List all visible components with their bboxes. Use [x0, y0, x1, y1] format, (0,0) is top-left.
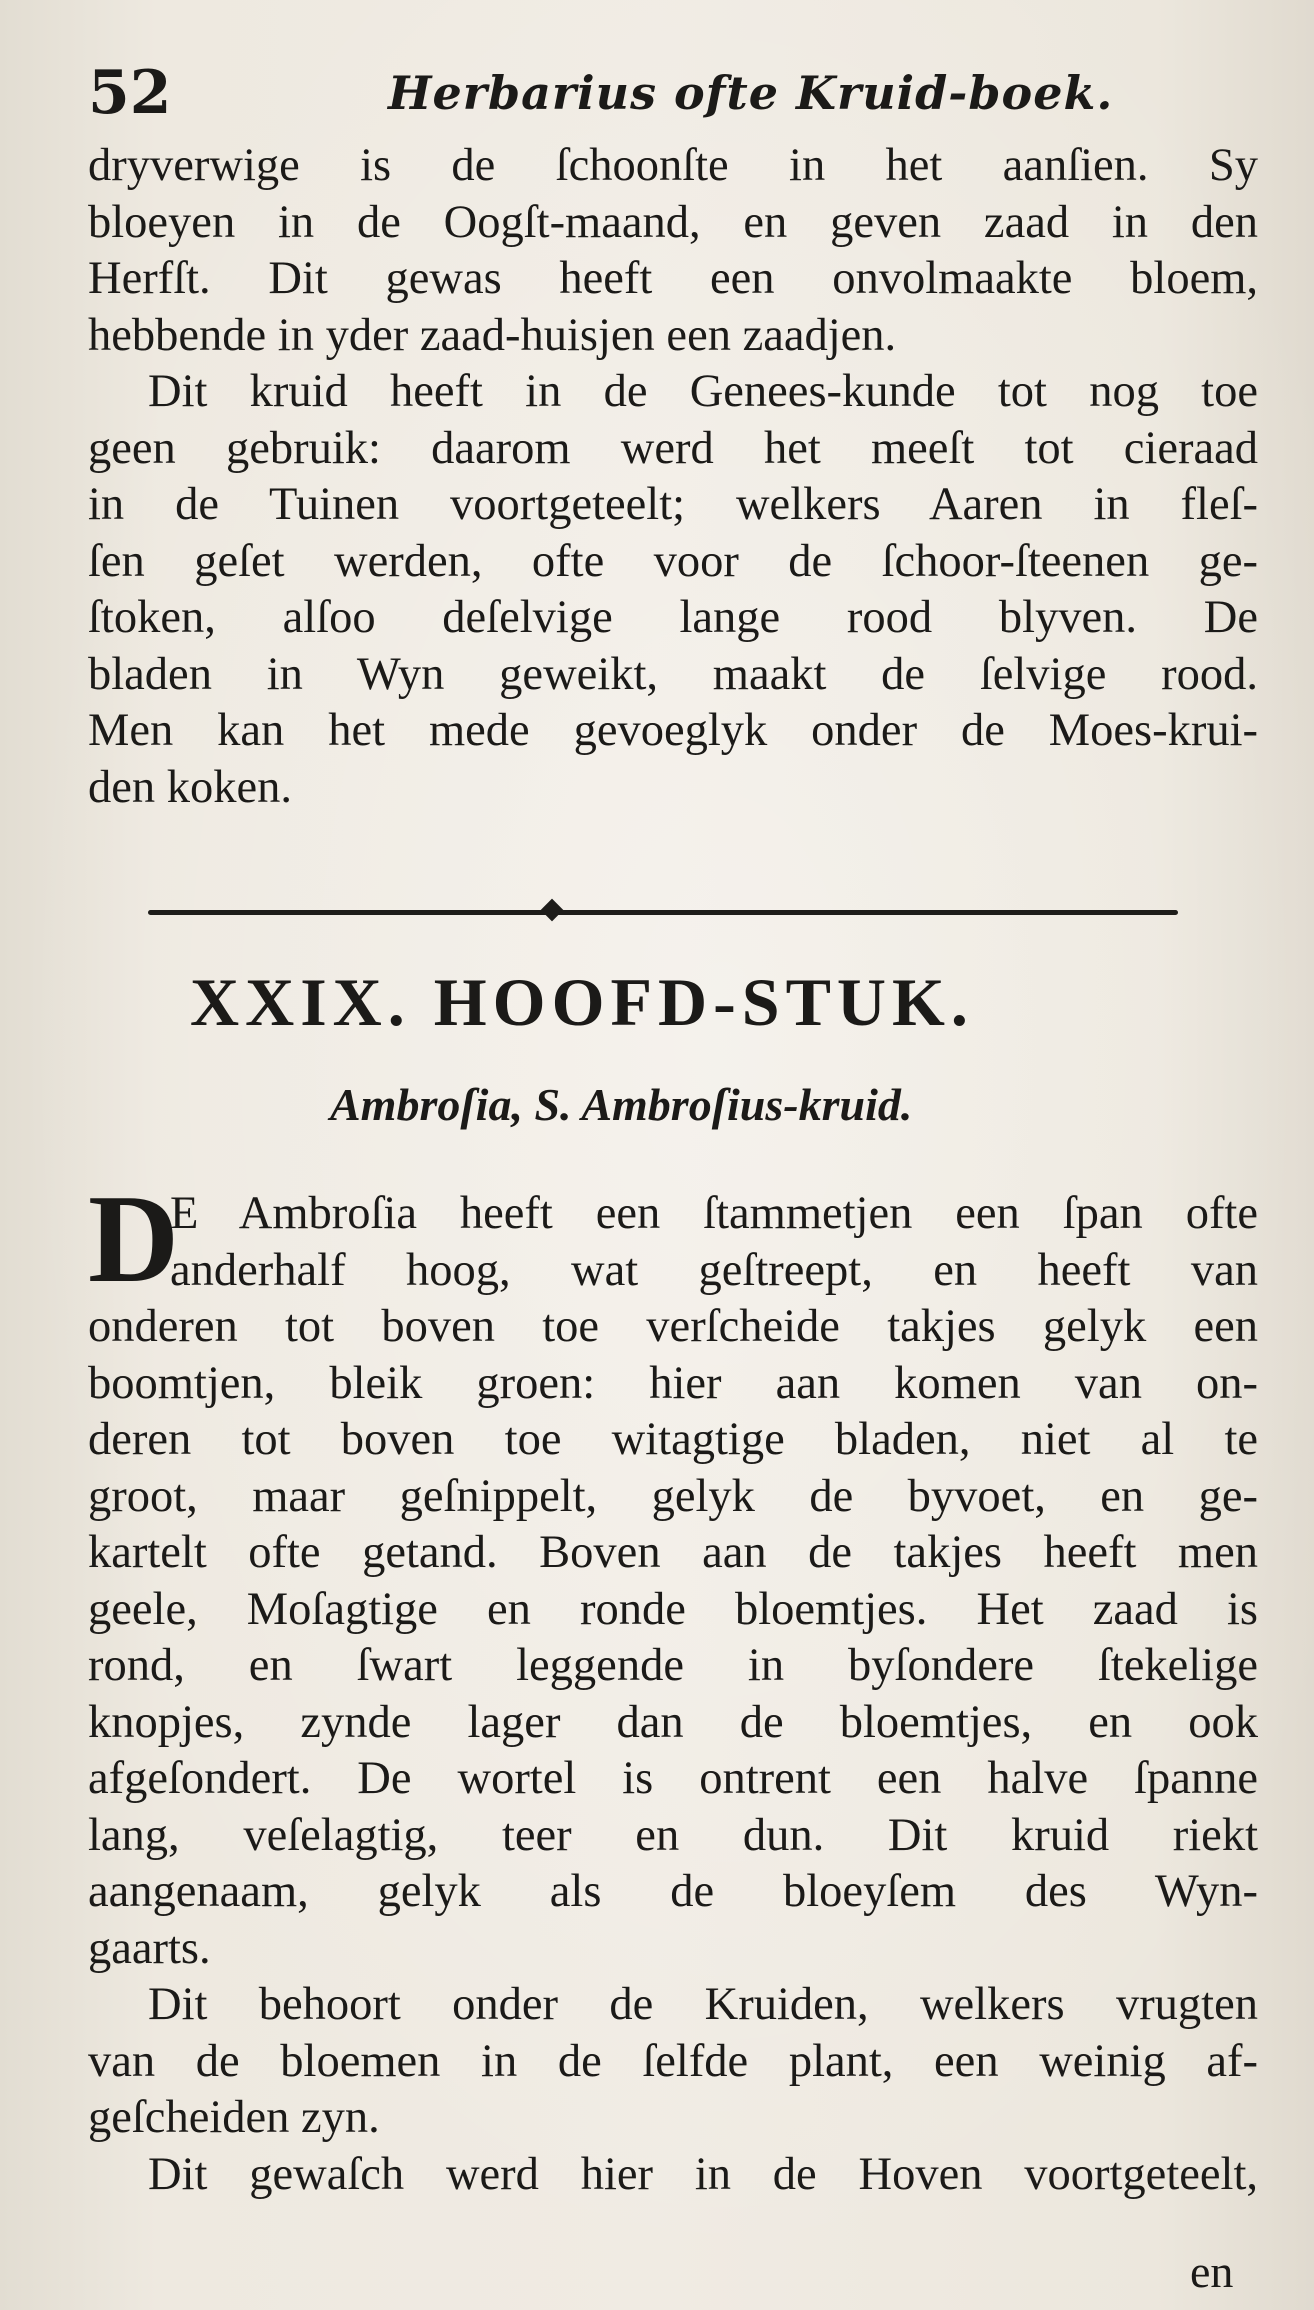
text-line: ſen geſet werden, ofte voor de ſchoor-ſteenen ge-: [88, 535, 1258, 587]
page-number: 52: [88, 58, 172, 128]
text-line: kartelt ofte getand. Boven aan de takjes heeft men: [88, 1527, 1258, 1578]
text-line: Dit kruid heeft in de Genees-kunde tot nog toe: [148, 366, 1258, 417]
text-line: knopjes, zynde lager dan de bloemtjes, en ook: [88, 1696, 1258, 1748]
text-line: anderhalf hoog, wat geſtreept, en heeft van: [170, 1244, 1258, 1296]
text-line: Men kan het mede gevoeglyk onder de Moes-krui-: [88, 705, 1258, 756]
chapter-heading: XXIX. HOOFD-STUK.: [190, 964, 974, 1040]
text-line: geſcheiden zyn.: [88, 2092, 380, 2143]
text-line: afgeſondert. De wortel is ontrent een halve ſpanne: [88, 1753, 1258, 1804]
text-line: geele, Moſagtige en ronde bloemtjes. Het zaad is: [88, 1583, 1258, 1635]
running-title: Herbarius ofte Kruid-boek.: [388, 66, 1114, 120]
text-line: gaarts.: [88, 1922, 211, 1974]
paragraph-block-1: [88, 138, 1258, 816]
running-head: [88, 58, 1248, 128]
catch-word: en: [1190, 2246, 1234, 2297]
text-line: ſtoken, alſoo deſelvige lange rood blyven. De: [88, 592, 1258, 643]
rule-ornament: [541, 899, 564, 922]
text-line: dryverwige is de ſchoonſte in het aanſien. Sy: [88, 140, 1258, 191]
drop-cap: D: [88, 1170, 179, 1309]
text-line: Herfſt. Dit gewas heeft een onvolmaakte bloem,: [88, 253, 1258, 304]
chapter-subtitle: Ambroſia, S. Ambroſius-kruid.: [330, 1079, 913, 1130]
text-line: lang, veſelagtig, teer en dun. Dit kruid riekt: [88, 1809, 1258, 1861]
text-line: aangenaam, gelyk als de bloeyſem des Wyn-: [88, 1866, 1258, 1917]
text-line: in de Tuinen voortgeteelt; welkers Aaren in fleſ-: [88, 479, 1258, 530]
text-line: van de bloemen in de ſelfde plant, een weinig af-: [88, 2035, 1258, 2087]
ornamental-rule: [148, 910, 1178, 915]
text-line: deren tot boven toe witagtige bladen, niet al te: [88, 1414, 1258, 1465]
text-line: rond, en ſwart leggende in byſondere ſtekelige: [88, 1640, 1258, 1691]
text-line: den koken.: [88, 761, 293, 813]
text-line: Dit gewaſch werd hier in de Hoven voortgeteelt,: [148, 2148, 1258, 2200]
text-line: geen gebruik: daarom werd het meeſt tot cieraad: [88, 422, 1258, 474]
text-line: E Ambroſia heeft een ſtammetjen een ſpan ofte: [170, 1188, 1258, 1239]
text-line: groot, maar geſnippelt, gelyk de byvoet, en ge-: [88, 1470, 1258, 1522]
text-line: bladen in Wyn geweikt, maakt de ſelvige rood.: [88, 648, 1258, 700]
text-line: onderen tot boven toe verſcheide takjes gelyk een: [88, 1301, 1258, 1352]
text-line: boomtjen, bleik groen: hier aan komen van on-: [88, 1357, 1258, 1409]
paragraph-block-2: [88, 1186, 1258, 2203]
text-line: Dit behoort onder de Kruiden, welkers vrugten: [148, 1979, 1258, 2030]
text-line: bloeyen in de Oogſt-maand, en geven zaad in den: [88, 196, 1258, 248]
text-line: hebbende in yder zaad-huisjen een zaadjen.: [88, 309, 897, 361]
